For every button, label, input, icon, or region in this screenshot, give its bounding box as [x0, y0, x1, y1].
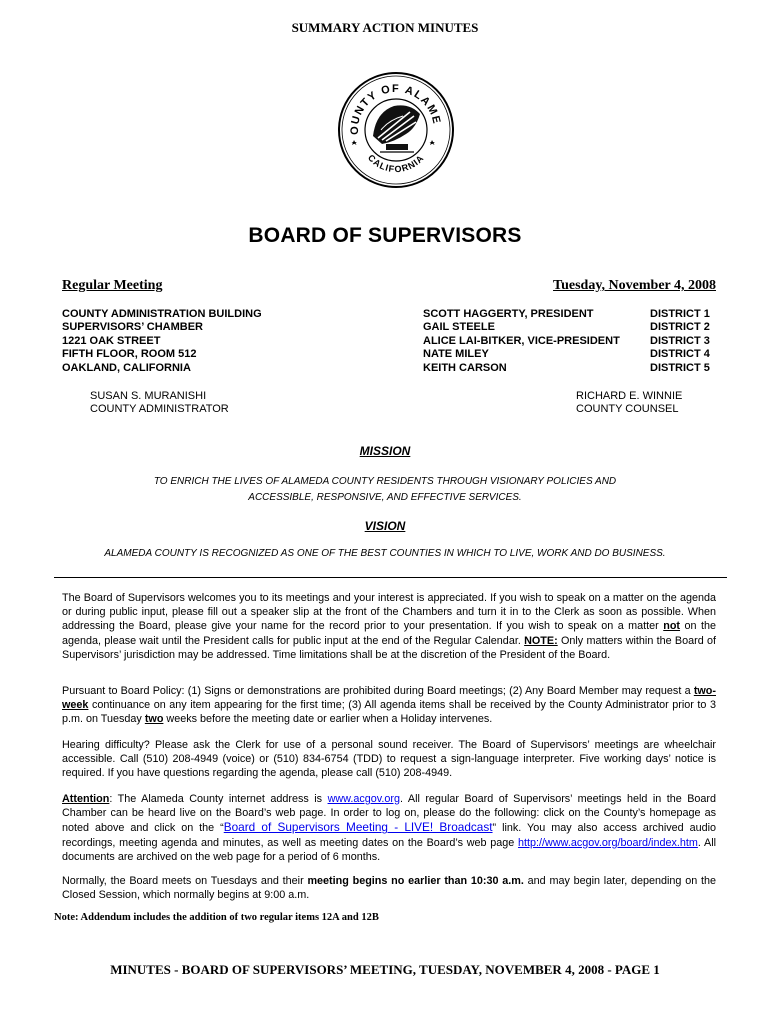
location-line: 1221 OAK STREET: [62, 334, 161, 347]
text-run: The Board of Supervisors welcomes you to its meetings and your interest is appreciated. If you wish to speak on a matter on the agenda or during public input, please fill out a speaker slip at the front of the Chambers and turn it in to the Clerk as soon as possible. When addressing the Board, please give your name for the record prior to your presentation. If you wish to speak on a matter: [62, 592, 716, 633]
location-line: SUPERVISORS’ CHAMBER: [62, 321, 203, 334]
meeting-type: Regular Meeting: [62, 278, 163, 293]
text-run: ” link. You may also access archived audio recordings, meeting agenda and minutes, as well as meeting dates on the Board’s web page: [62, 822, 717, 849]
emphasis-note: NOTE:: [524, 634, 558, 647]
text-run: . All documents are archived on the web page for a period of 6 months.: [62, 836, 717, 863]
seal-top-text: OUNTY OF ALAME: [348, 82, 443, 135]
emphasis-two-week: two-week: [62, 685, 716, 712]
county-administrator: [90, 390, 229, 417]
accessibility-paragraph: Hearing difficulty? Please ask the Clerk for use of a personal sound receiver. The Board of Supervisors’ meetings are wheelchair accessible. Call (510) 208-4949 (voice) or (510) 834-6754 (TDD) to request a sign-language interpreter. Five working days’ notice is required. If you have questions regarding the agenda, please call (510) 208-4949.: [62, 739, 716, 780]
emphasis-two: two: [144, 713, 164, 726]
meeting-location: [62, 308, 262, 375]
meeting-date: Tuesday, November 4, 2008: [553, 278, 716, 293]
seal-bottom-text: CALIFORNIA: [365, 152, 427, 175]
supervisor-name: SCOTT HAGGERTY, PRESIDENT: [423, 308, 594, 320]
board-policy-paragraph: [62, 684, 716, 727]
page-footer: MINUTES - BOARD OF SUPERVISORS’ MEETING, TUESDAY, NOVEMBER 4, 2008 - PAGE 1: [110, 962, 660, 977]
mission-line: TO ENRICH THE LIVES OF ALAMEDA COUNTY RESIDENTS THROUGH VISIONARY POLICIES AND: [153, 476, 617, 487]
administrator-name: SUSAN S. MURANISHI: [90, 390, 207, 402]
text-run: on the agenda, please wait until the President calls for public input at the end of the Regular Calendar.: [62, 620, 716, 647]
addendum-note: Note: Addendum includes the addition of two regular items 12A and 12B: [54, 912, 379, 923]
document-header: SUMMARY ACTION MINUTES: [291, 20, 479, 35]
county-website-link[interactable]: www.acgov.org: [327, 793, 400, 805]
vision-statement: ALAMEDA COUNTY IS RECOGNIZED AS ONE OF THE BEST COUNTIES IN WHICH TO LIVE, WORK AND DO BUSINESS.: [104, 548, 666, 559]
supervisor-district: DISTRICT 2: [650, 321, 710, 334]
attention-label: Attention: [62, 793, 110, 805]
supervisor-name: KEITH CARSON: [423, 361, 507, 374]
live-broadcast-link[interactable]: Board of Supervisors Meeting - LIVE! Broadcast: [223, 820, 493, 835]
seal-emblem: [373, 105, 420, 152]
supervisor-district: DISTRICT 3: [650, 334, 710, 347]
meeting-time-emphasis: meeting begins no earlier than 10:30 a.m.: [307, 875, 524, 887]
page-title: BOARD OF SUPERVISORS: [248, 224, 522, 247]
text-run: weeks before the meeting date or earlier when a Holiday intervenes.: [163, 713, 493, 726]
supervisor-name: GAIL STEELE: [423, 321, 495, 334]
attention-paragraph: [62, 792, 716, 864]
location-line: OAKLAND, CALIFORNIA: [62, 361, 191, 374]
supervisor-district: DISTRICT 1: [650, 308, 710, 320]
text-run: and may begin later, depending on the Closed Session, which normally begins at 9:00 a.m.: [62, 875, 716, 902]
text-run: Pursuant to Board Policy: (1) Signs or demonstrations are prohibited during Board meetings; (2) Any Board Member may request a: [62, 685, 694, 697]
mission-heading: MISSION: [359, 444, 411, 458]
supervisor-name: NATE MILEY: [423, 348, 489, 361]
supervisor-name: ALICE LAI-BITKER, VICE-PRESIDENT: [423, 334, 620, 347]
administrator-title: COUNTY ADMINISTRATOR: [90, 403, 229, 416]
emphasis-not: not: [663, 620, 681, 633]
supervisor-districts: [650, 308, 710, 375]
supervisor-district: DISTRICT 4: [650, 348, 710, 361]
location-line: FIFTH FLOOR, ROOM 512: [62, 348, 197, 361]
seal-icon: [336, 70, 456, 190]
counsel-name: RICHARD E. WINNIE: [576, 390, 683, 402]
mission-statement: [0, 474, 770, 506]
text-run: continuance on any item appearing for the first time; (3) All agenda items shall be received by the County Administrator prior to 3 p.m. on Tuesday: [62, 699, 716, 726]
text-run: . All regular Board of Supervisors’ meetings held in the Board Chamber can be heard live on the Board’s web page. In order to log on, please do the following: click on the County’s homepage as noted above and click on the “: [62, 793, 717, 835]
divider: [54, 577, 727, 578]
counsel-title: COUNTY COUNSEL: [576, 403, 679, 416]
mission-line: ACCESSIBLE, RESPONSIVE, AND EFFECTIVE SERVICES.: [248, 492, 522, 503]
text-run: Only matters within the Board of Supervisors’ jurisdiction may be addressed. Time limitations shall be at the discretion of the President of the Board.: [62, 634, 716, 661]
welcome-paragraph: [62, 591, 716, 662]
supervisor-district: DISTRICT 5: [650, 361, 710, 374]
text-run: Normally, the Board meets on Tuesdays and their: [62, 875, 308, 887]
location-line: COUNTY ADMINISTRATION BUILDING: [62, 308, 262, 320]
county-counsel: [576, 390, 682, 417]
meeting-time-paragraph: [62, 874, 716, 902]
supervisor-names: [423, 308, 620, 375]
text-run: : The Alameda County internet address is: [109, 793, 328, 805]
vision-heading: VISION: [364, 519, 406, 533]
county-seal: [336, 70, 456, 190]
board-page-link[interactable]: http://www.acgov.org/board/index.htm: [518, 836, 698, 849]
